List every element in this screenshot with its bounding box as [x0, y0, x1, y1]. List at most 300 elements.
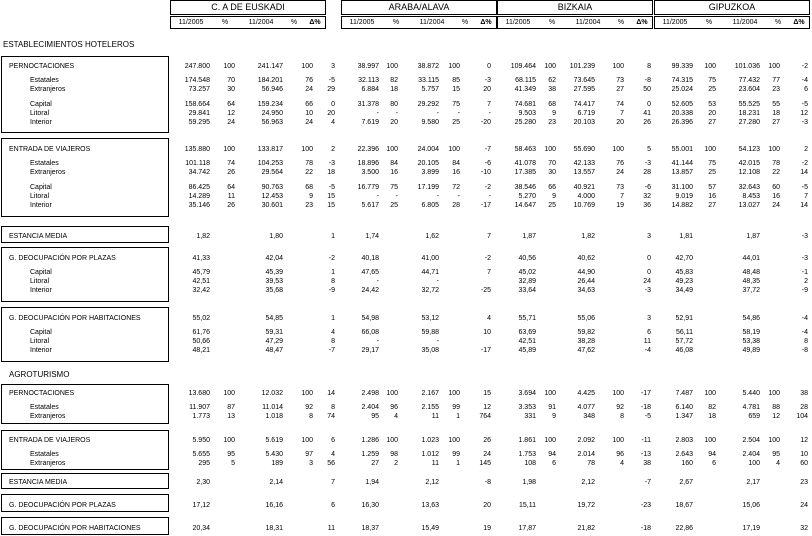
table-cell: 2.155	[421, 404, 439, 411]
table-cell: 12	[800, 437, 808, 444]
row-label: Litoral	[30, 110, 50, 117]
row-label: Capital	[30, 184, 52, 191]
table-cell: 174.548	[184, 77, 210, 84]
table-cell: 2,30	[196, 479, 210, 486]
table-cell: 24.004	[417, 146, 439, 153]
table-cell: 14	[800, 169, 808, 176]
table-cell: 7.619	[361, 119, 379, 126]
table-cell: 18.896	[357, 160, 379, 167]
table-cell: 62	[548, 77, 556, 84]
table-cell: 27	[371, 460, 379, 467]
table-cell: 18,67	[675, 502, 693, 509]
table-cell: -18	[640, 404, 651, 411]
table-cell: 100	[704, 146, 716, 153]
table-cell: 4	[394, 413, 398, 420]
table-cell: 5	[647, 146, 651, 153]
table-cell: 56.946	[261, 86, 283, 93]
table-cell: 18	[390, 86, 398, 93]
table-cell: 3	[647, 233, 651, 240]
row-label: PERNOCTACIONES	[9, 390, 75, 397]
table-cell: 20.103	[573, 119, 595, 126]
table-cell: 27	[708, 119, 716, 126]
table-cell: 4.425	[577, 390, 595, 397]
table-cell: -5	[801, 101, 808, 108]
table-row	[0, 501, 812, 510]
table-cell: 33,64	[518, 287, 536, 294]
table-cell: -2	[801, 63, 808, 70]
table-cell: 20	[390, 119, 398, 126]
table-row	[0, 159, 812, 168]
table-cell: 57	[708, 184, 716, 191]
table-cell: 1,81	[679, 233, 693, 240]
table-cell: 15	[327, 202, 335, 209]
table-cell: 11.907	[189, 404, 210, 411]
table-cell: 1	[456, 413, 460, 420]
table-row	[0, 254, 812, 263]
table-cell: 24	[800, 502, 808, 509]
table-row	[0, 85, 812, 94]
table-cell: 1,80	[269, 233, 283, 240]
table-cell: 55.525	[738, 101, 760, 108]
table-cell: 8	[309, 413, 313, 420]
table-cell: 40.921	[573, 184, 595, 191]
table-cell: -3	[644, 160, 651, 167]
table-cell: -	[376, 193, 379, 200]
table-cell: 12	[772, 413, 780, 420]
table-row	[0, 524, 812, 533]
table-cell: 11	[431, 460, 439, 467]
table-cell: 56	[327, 460, 335, 467]
table-cell: 19	[483, 525, 491, 532]
table-cell: 22	[772, 169, 780, 176]
table-row	[0, 76, 812, 85]
table-cell: 48,48	[742, 269, 760, 276]
table-cell: 26.396	[671, 119, 693, 126]
table-cell: -2	[484, 255, 491, 262]
subheader-row: 11/2005 % 11/2004 % Δ%	[497, 16, 653, 29]
table-cell: 2.404	[361, 404, 379, 411]
table-cell: -3	[644, 287, 651, 294]
table-cell: 38.872	[417, 63, 439, 70]
table-cell: 11	[431, 413, 439, 420]
table-cell: 86.425	[188, 184, 210, 191]
table-cell: 104	[796, 413, 808, 420]
table-cell: 49,23	[675, 278, 693, 285]
table-cell: 53	[708, 101, 716, 108]
table-cell: 96	[616, 451, 624, 458]
table-cell: 1,82	[581, 233, 595, 240]
table-cell: 20	[483, 502, 491, 509]
table-cell: 32.643	[738, 184, 760, 191]
table-cell: 14.289	[188, 193, 210, 200]
table-cell: 19	[616, 202, 624, 209]
table-cell: 31.100	[671, 184, 693, 191]
table-cell: 18.231	[738, 110, 760, 117]
table-cell: 76	[616, 160, 624, 167]
row-label: ENTRADA DE VIAJEROS	[9, 437, 91, 444]
table-cell: 145	[479, 460, 491, 467]
table-cell: 59,82	[577, 329, 595, 336]
table-cell: 74.315	[671, 77, 693, 84]
table-cell: 55,02	[192, 315, 210, 322]
table-cell: 24	[772, 202, 780, 209]
table-cell: 14.647	[514, 202, 536, 209]
table-cell: 44,01	[742, 255, 760, 262]
table-cell: 12	[227, 110, 235, 117]
table-cell: 34.742	[188, 169, 210, 176]
table-cell: 1	[331, 233, 335, 240]
table-cell: 47,29	[265, 338, 283, 345]
table-cell: 184.201	[257, 77, 283, 84]
table-cell: 55,06	[577, 315, 595, 322]
table-row	[0, 450, 812, 459]
table-cell: 35,68	[265, 287, 283, 294]
table-cell: 42,04	[265, 255, 283, 262]
table-cell: 29	[327, 86, 335, 93]
table-cell: 100	[704, 437, 716, 444]
table-cell: 2.803	[675, 437, 693, 444]
table-cell: 9	[552, 110, 556, 117]
table-cell: 31.378	[357, 101, 379, 108]
table-cell: 764	[479, 413, 491, 420]
table-cell: 63,69	[518, 329, 536, 336]
table-cell: 73.257	[188, 86, 210, 93]
table-cell: 32,42	[192, 287, 210, 294]
table-cell: 20.105	[417, 160, 439, 167]
table-cell: 1,87	[522, 233, 536, 240]
row-label: Estatales	[30, 451, 59, 458]
table-cell: 295	[198, 460, 210, 467]
table-cell: 76	[305, 77, 313, 84]
table-cell: 9	[552, 413, 556, 420]
table-cell: 17,87	[518, 525, 536, 532]
table-cell: -7	[328, 347, 335, 354]
table-cell: 16	[390, 169, 398, 176]
table-cell: 659	[748, 413, 760, 420]
table-cell: 331	[524, 413, 536, 420]
table-cell: 74	[227, 160, 235, 167]
row-label: Estatales	[30, 160, 59, 167]
row-label: Interior	[30, 119, 52, 126]
table-cell: 88	[772, 404, 780, 411]
table-cell: 44,90	[577, 269, 595, 276]
table-cell: 1.018	[265, 413, 283, 420]
table-cell: 100	[448, 146, 460, 153]
table-cell: 38.546	[514, 184, 536, 191]
table-cell: 92	[305, 404, 313, 411]
table-cell: 42.133	[573, 160, 595, 167]
table-cell: 4	[620, 460, 624, 467]
table-cell: 30	[548, 169, 556, 176]
table-cell: 94	[548, 451, 556, 458]
table-cell: 22.396	[357, 146, 379, 153]
table-cell: 2.643	[675, 451, 693, 458]
row-label: Extranjeros	[30, 169, 66, 176]
table-cell: 12	[483, 404, 491, 411]
table-cell: 8	[647, 63, 651, 70]
table-cell: 189	[271, 460, 283, 467]
table-cell: 38.997	[357, 63, 379, 70]
table-cell: 2,67	[679, 479, 693, 486]
table-cell: 41.078	[514, 160, 536, 167]
table-cell: 38	[643, 460, 651, 467]
table-cell: 5.619	[265, 437, 283, 444]
table-cell: 13.027	[738, 202, 760, 209]
table-cell: 5.757	[421, 86, 439, 93]
table-cell: 56,11	[676, 329, 693, 336]
table-cell: 12	[800, 110, 808, 117]
table-cell: 84	[452, 160, 460, 167]
table-cell: 16	[772, 193, 780, 200]
table-cell: -	[376, 338, 379, 345]
table-row	[0, 412, 812, 421]
table-cell: 94	[708, 451, 716, 458]
table-cell: 20	[483, 86, 491, 93]
table-cell: 54,98	[361, 315, 379, 322]
table-cell: 91	[548, 404, 556, 411]
table-cell: 5.270	[518, 193, 536, 200]
table-cell: 28	[643, 169, 651, 176]
subheader-row: 11/2005 % 11/2004 % Δ%	[654, 16, 810, 29]
table-cell: 2.404	[742, 451, 760, 458]
table-cell: 1,74	[365, 233, 379, 240]
table-cell: -	[488, 110, 491, 117]
table-cell: 52,91	[675, 315, 693, 322]
table-cell: 8.453	[742, 193, 760, 200]
row-label: Extranjeros	[30, 413, 66, 420]
table-cell: 100	[386, 63, 398, 70]
region-title: GIPUZKOA	[654, 0, 810, 15]
table-cell: 160	[681, 460, 693, 467]
table-cell: 42,51	[192, 278, 210, 285]
table-row	[0, 459, 812, 468]
table-cell: 68	[305, 184, 313, 191]
table-cell: 100	[448, 390, 460, 397]
table-cell: 10.769	[573, 202, 595, 209]
table-cell: 61,76	[192, 329, 210, 336]
table-cell: 2.498	[361, 390, 379, 397]
table-cell: -5	[328, 184, 335, 191]
table-cell: 6	[331, 502, 335, 509]
table-cell: 24	[227, 119, 235, 126]
table-cell: 55.690	[573, 146, 595, 153]
table-cell: 13.680	[188, 390, 210, 397]
table-cell: 59.295	[188, 119, 210, 126]
table-cell: 5	[231, 460, 235, 467]
table-cell: -4	[644, 347, 651, 354]
table-cell: 7	[487, 101, 491, 108]
table-cell: 35.146	[188, 202, 210, 209]
table-cell: 36	[643, 202, 651, 209]
table-cell: 38,28	[577, 338, 595, 345]
table-cell: 24	[305, 119, 313, 126]
table-cell: 1.861	[518, 437, 536, 444]
table-cell: 1.023	[421, 437, 439, 444]
table-cell: 10	[800, 451, 808, 458]
table-cell: 25.280	[514, 119, 536, 126]
table-cell: 25	[708, 169, 716, 176]
table-cell: 49,89	[742, 347, 760, 354]
table-cell: 73.645	[573, 77, 595, 84]
table-cell: -8	[644, 77, 651, 84]
table-cell: -4	[801, 315, 808, 322]
table-cell: -	[436, 193, 439, 200]
table-cell: 20,34	[192, 525, 210, 532]
table-cell: 6	[331, 437, 335, 444]
table-cell: 247.800	[184, 63, 210, 70]
row-label: Interior	[30, 347, 52, 354]
table-cell: 53,38	[742, 338, 760, 345]
section-title-agroturismo: AGROTURISMO	[9, 370, 70, 379]
table-row	[0, 168, 812, 177]
table-cell: 4	[331, 451, 335, 458]
table-cell: 100	[223, 63, 235, 70]
table-cell: 100	[386, 390, 398, 397]
table-cell: 45,79	[192, 269, 210, 276]
table-cell: 22,86	[675, 525, 693, 532]
table-cell: 97	[305, 451, 313, 458]
table-cell: -	[395, 110, 398, 117]
table-cell: 77.432	[738, 77, 760, 84]
table-cell: -11	[641, 437, 651, 444]
table-cell: 32,72	[421, 287, 439, 294]
table-cell: 24	[483, 451, 491, 458]
table-cell: 48,35	[742, 278, 760, 285]
table-cell: 25	[708, 86, 716, 93]
table-row	[0, 403, 812, 412]
table-cell: 0	[331, 101, 335, 108]
table-cell: -6	[484, 160, 491, 167]
table-row	[0, 436, 812, 445]
table-cell: 18,37	[361, 525, 379, 532]
table-cell: -5	[644, 413, 651, 420]
table-row	[0, 478, 812, 487]
table-cell: 13,63	[421, 502, 439, 509]
table-cell: 1,94	[365, 479, 379, 486]
table-cell: 20	[616, 119, 624, 126]
table-cell: 26	[643, 119, 651, 126]
table-cell: -3	[801, 255, 808, 262]
table-cell: 4.077	[577, 404, 595, 411]
table-cell: 11	[227, 193, 235, 200]
table-cell: -	[395, 193, 398, 200]
table-cell: 45,02	[518, 269, 536, 276]
region-title: ARABA/ALAVA	[341, 0, 497, 15]
table-cell: 100	[223, 146, 235, 153]
table-cell: 100	[386, 146, 398, 153]
table-cell: 80	[390, 101, 398, 108]
table-cell: 15,49	[421, 525, 439, 532]
table-cell: 78	[587, 460, 595, 467]
table-cell: 25	[548, 202, 556, 209]
table-cell: 100	[544, 390, 556, 397]
table-cell: 40,18	[361, 255, 379, 262]
table-cell: 28	[800, 404, 808, 411]
table-cell: 18	[708, 413, 716, 420]
table-cell: 100	[612, 437, 624, 444]
table-cell: 9	[552, 193, 556, 200]
table-row	[0, 232, 812, 241]
table-cell: 100	[544, 146, 556, 153]
table-cell: 4	[487, 315, 491, 322]
table-cell: -	[436, 338, 439, 345]
table-row	[0, 337, 812, 346]
table-cell: 75	[390, 184, 398, 191]
table-cell: 27.595	[573, 86, 595, 93]
table-cell: 100	[301, 146, 313, 153]
table-cell: 100	[301, 437, 313, 444]
table-cell: 45,89	[518, 347, 536, 354]
table-cell: 29.564	[261, 169, 283, 176]
table-cell: -3	[484, 77, 491, 84]
table-cell: 74.417	[573, 101, 595, 108]
table-cell: 41,00	[421, 255, 439, 262]
table-cell: 3.899	[421, 169, 439, 176]
row-label: Estatales	[30, 404, 59, 411]
table-cell: 2	[804, 146, 808, 153]
table-cell: 70	[227, 77, 235, 84]
table-cell: 74.681	[514, 101, 536, 108]
table-cell: 74	[327, 413, 335, 420]
table-row	[0, 100, 812, 109]
table-cell: 41.349	[514, 86, 536, 93]
table-cell: 100	[386, 437, 398, 444]
row-label: Extranjeros	[30, 460, 66, 467]
table-cell: 54,85	[265, 315, 283, 322]
table-cell: 3.694	[518, 390, 536, 397]
table-cell: 100	[704, 390, 716, 397]
table-cell: 5.655	[192, 451, 210, 458]
table-cell: 38	[548, 86, 556, 93]
table-cell: -2	[328, 255, 335, 262]
table-cell: 8	[331, 278, 335, 285]
table-cell: 1.773	[192, 413, 210, 420]
table-cell: 8	[331, 338, 335, 345]
table-cell: 95	[772, 451, 780, 458]
table-cell: 66	[305, 101, 313, 108]
table-cell: 1,87	[746, 233, 760, 240]
table-cell: -17	[480, 347, 491, 354]
table-cell: 32.113	[358, 77, 379, 84]
table-cell: -8	[801, 347, 808, 354]
table-cell: 16	[708, 193, 716, 200]
table-cell: -17	[640, 390, 651, 397]
table-cell: 100	[544, 437, 556, 444]
table-cell: 85	[452, 77, 460, 84]
table-cell: -23	[640, 502, 651, 509]
table-cell: 54.123	[738, 146, 760, 153]
table-cell: 15	[452, 86, 460, 93]
table-cell: 40,62	[577, 255, 595, 262]
table-cell: 7	[487, 269, 491, 276]
table-cell: 66	[548, 184, 556, 191]
table-cell: 17.199	[417, 184, 439, 191]
table-cell: 8	[331, 404, 335, 411]
table-cell: 9	[309, 193, 313, 200]
table-cell: 1.012	[421, 451, 439, 458]
table-cell: -5	[801, 184, 808, 191]
table-cell: 77	[772, 77, 780, 84]
table-cell: 26,44	[577, 278, 595, 285]
row-label: Litoral	[30, 193, 50, 200]
table-cell: 32	[800, 525, 808, 532]
table-cell: 27.280	[738, 119, 760, 126]
table-cell: 6.884	[361, 86, 379, 93]
row-label: Litoral	[30, 338, 50, 345]
table-cell: 100	[612, 63, 624, 70]
table-row	[0, 328, 812, 337]
table-cell: 73	[616, 77, 624, 84]
